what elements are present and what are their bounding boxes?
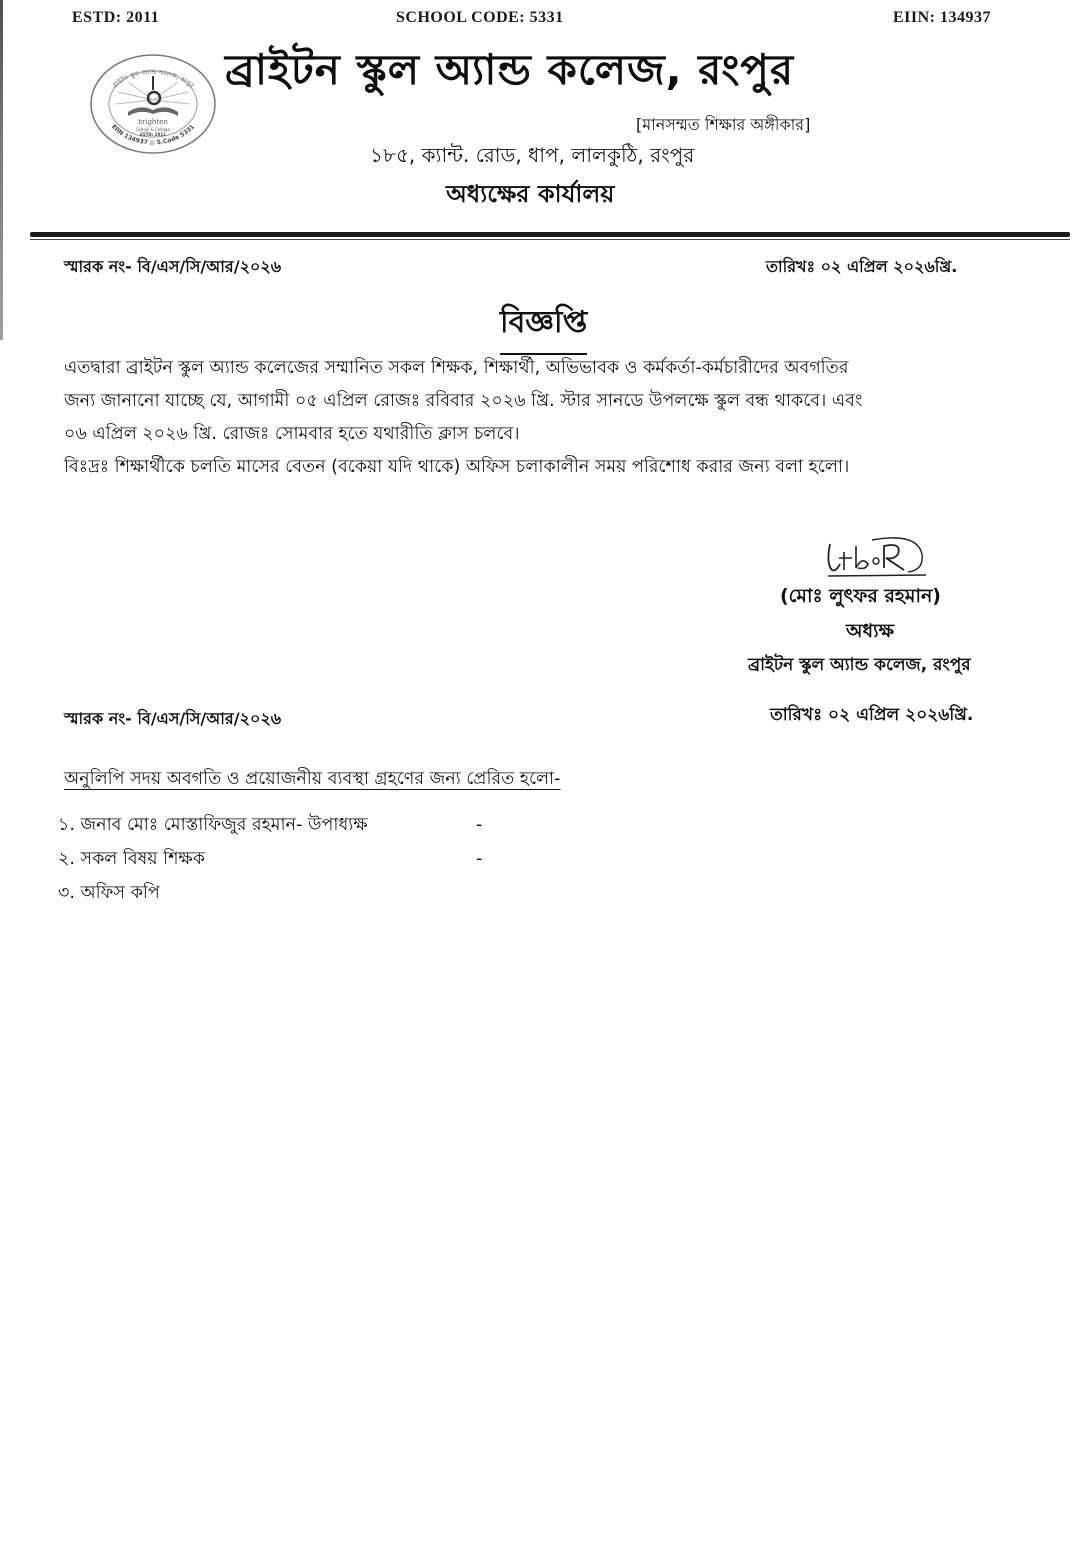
notice-line: এতদ্বারা ব্রাইটন স্কুল অ্যান্ড কলেজের সম্মানিত সকল শিক্ষক, শিক্ষার্থী, অভিভাবক ও কর্মকর্তা-কর্মচারীদের অবগতির: [64, 358, 849, 378]
signatory-institution: ব্রাইটন স্কুল অ্যান্ড কলেজ, রংপুর: [748, 655, 971, 675]
copy-distribution-list: [58, 808, 498, 910]
eiin-number: EIIN: 134937: [893, 9, 992, 26]
list-item-text: ৩. অফিস কপি: [58, 883, 160, 903]
notice-line: ০৬ এপ্রিল ২০২৬ খ্রি. রোজঃ সোমবার হতে যথারীতি ক্লাস চলবে।: [64, 424, 520, 444]
school-address: ১৮৫, ক্যান্ট. রোড, ধাপ, লালকুঠি, রংপুর: [370, 143, 695, 167]
school-code: SCHOOL CODE: 5331: [396, 9, 564, 26]
copy-date: তারিখঃ ০২ এপ্রিল ২০২৬খ্রি.: [770, 705, 974, 725]
list-item-dash: -: [476, 815, 483, 835]
signatory-name: (মোঃ লুৎফর রহমান): [780, 585, 941, 607]
principal-signature: [822, 534, 932, 580]
school-motto: [মানসম্মত শিক্ষার অঙ্গীকার]: [636, 115, 811, 134]
signatory-designation: অধ্যক্ষ: [846, 620, 895, 642]
notice-body: [64, 352, 1054, 484]
copy-memo-number: স্মারক নং- বি/এস/সি/আর/২০২৬: [64, 709, 282, 728]
logo-ring-bottom-text: EIIN 134937 ◎ S.Code 5331: [110, 123, 196, 147]
header-divider-thick: [30, 232, 1070, 237]
logo-ring-top-text: ব্রাইটন স্কুল অ্যান্ড কলেজ, রংপুর: [110, 68, 196, 90]
issue-date: তারিখঃ ০২ এপ্রিল ২০২৬খ্রি.: [766, 257, 958, 276]
copy-distribution-heading: অনুলিপি সদয় অবগতি ও প্রয়োজনীয় ব্যবস্থা গ্রহণের জন্য প্রেরিত হলো-: [64, 769, 561, 789]
list-item-text: ১. জনাব মোঃ মোস্তাফিজুর রহমান- উপাধ্যক্ষ: [58, 815, 368, 835]
list-item-text: ২. সকল বিষয় শিক্ষক: [58, 849, 205, 869]
notice-title: বিজ্ঞপ্তি: [500, 298, 587, 355]
established-year: ESTD: 2011: [72, 9, 160, 26]
logo-name-text: brighten: [138, 118, 168, 126]
memo-number: স্মারক নং- বি/এস/সি/আর/২০২৬: [64, 257, 282, 276]
school-name-title: ব্রাইটন স্কুল অ্যান্ড কলেজ, রংপুর: [225, 45, 795, 94]
notice-line: জন্য জানানো যাচ্ছে যে, আগামী ০৫ এপ্রিল রোজঃ রবিবার ২০২৬ খ্রি. স্টার সানডে উপলক্ষে স্কুল বন্ধ থাকবে। এবং: [64, 391, 863, 411]
scan-edge-shadow: [0, 0, 3, 340]
list-item: [58, 808, 498, 842]
office-name: অধ্যক্ষের কার্যালয়: [446, 180, 615, 208]
header-divider-thin: [30, 239, 1070, 240]
list-item: [58, 876, 498, 910]
logo-subtitle-text: School & College: [136, 127, 170, 132]
school-logo-seal: [88, 52, 218, 156]
notice-line: বিঃদ্রঃ শিক্ষার্থীকে চলতি মাসের বেতন (বকেয়া যদি থাকে) অফিস চলাকালীন সময় পরিশোধ করার জন্য বলা হলো।: [64, 457, 850, 477]
logo-year-text: ESTD: 2011: [140, 132, 166, 137]
list-item-dash: -: [476, 849, 483, 869]
list-item: [58, 842, 498, 876]
